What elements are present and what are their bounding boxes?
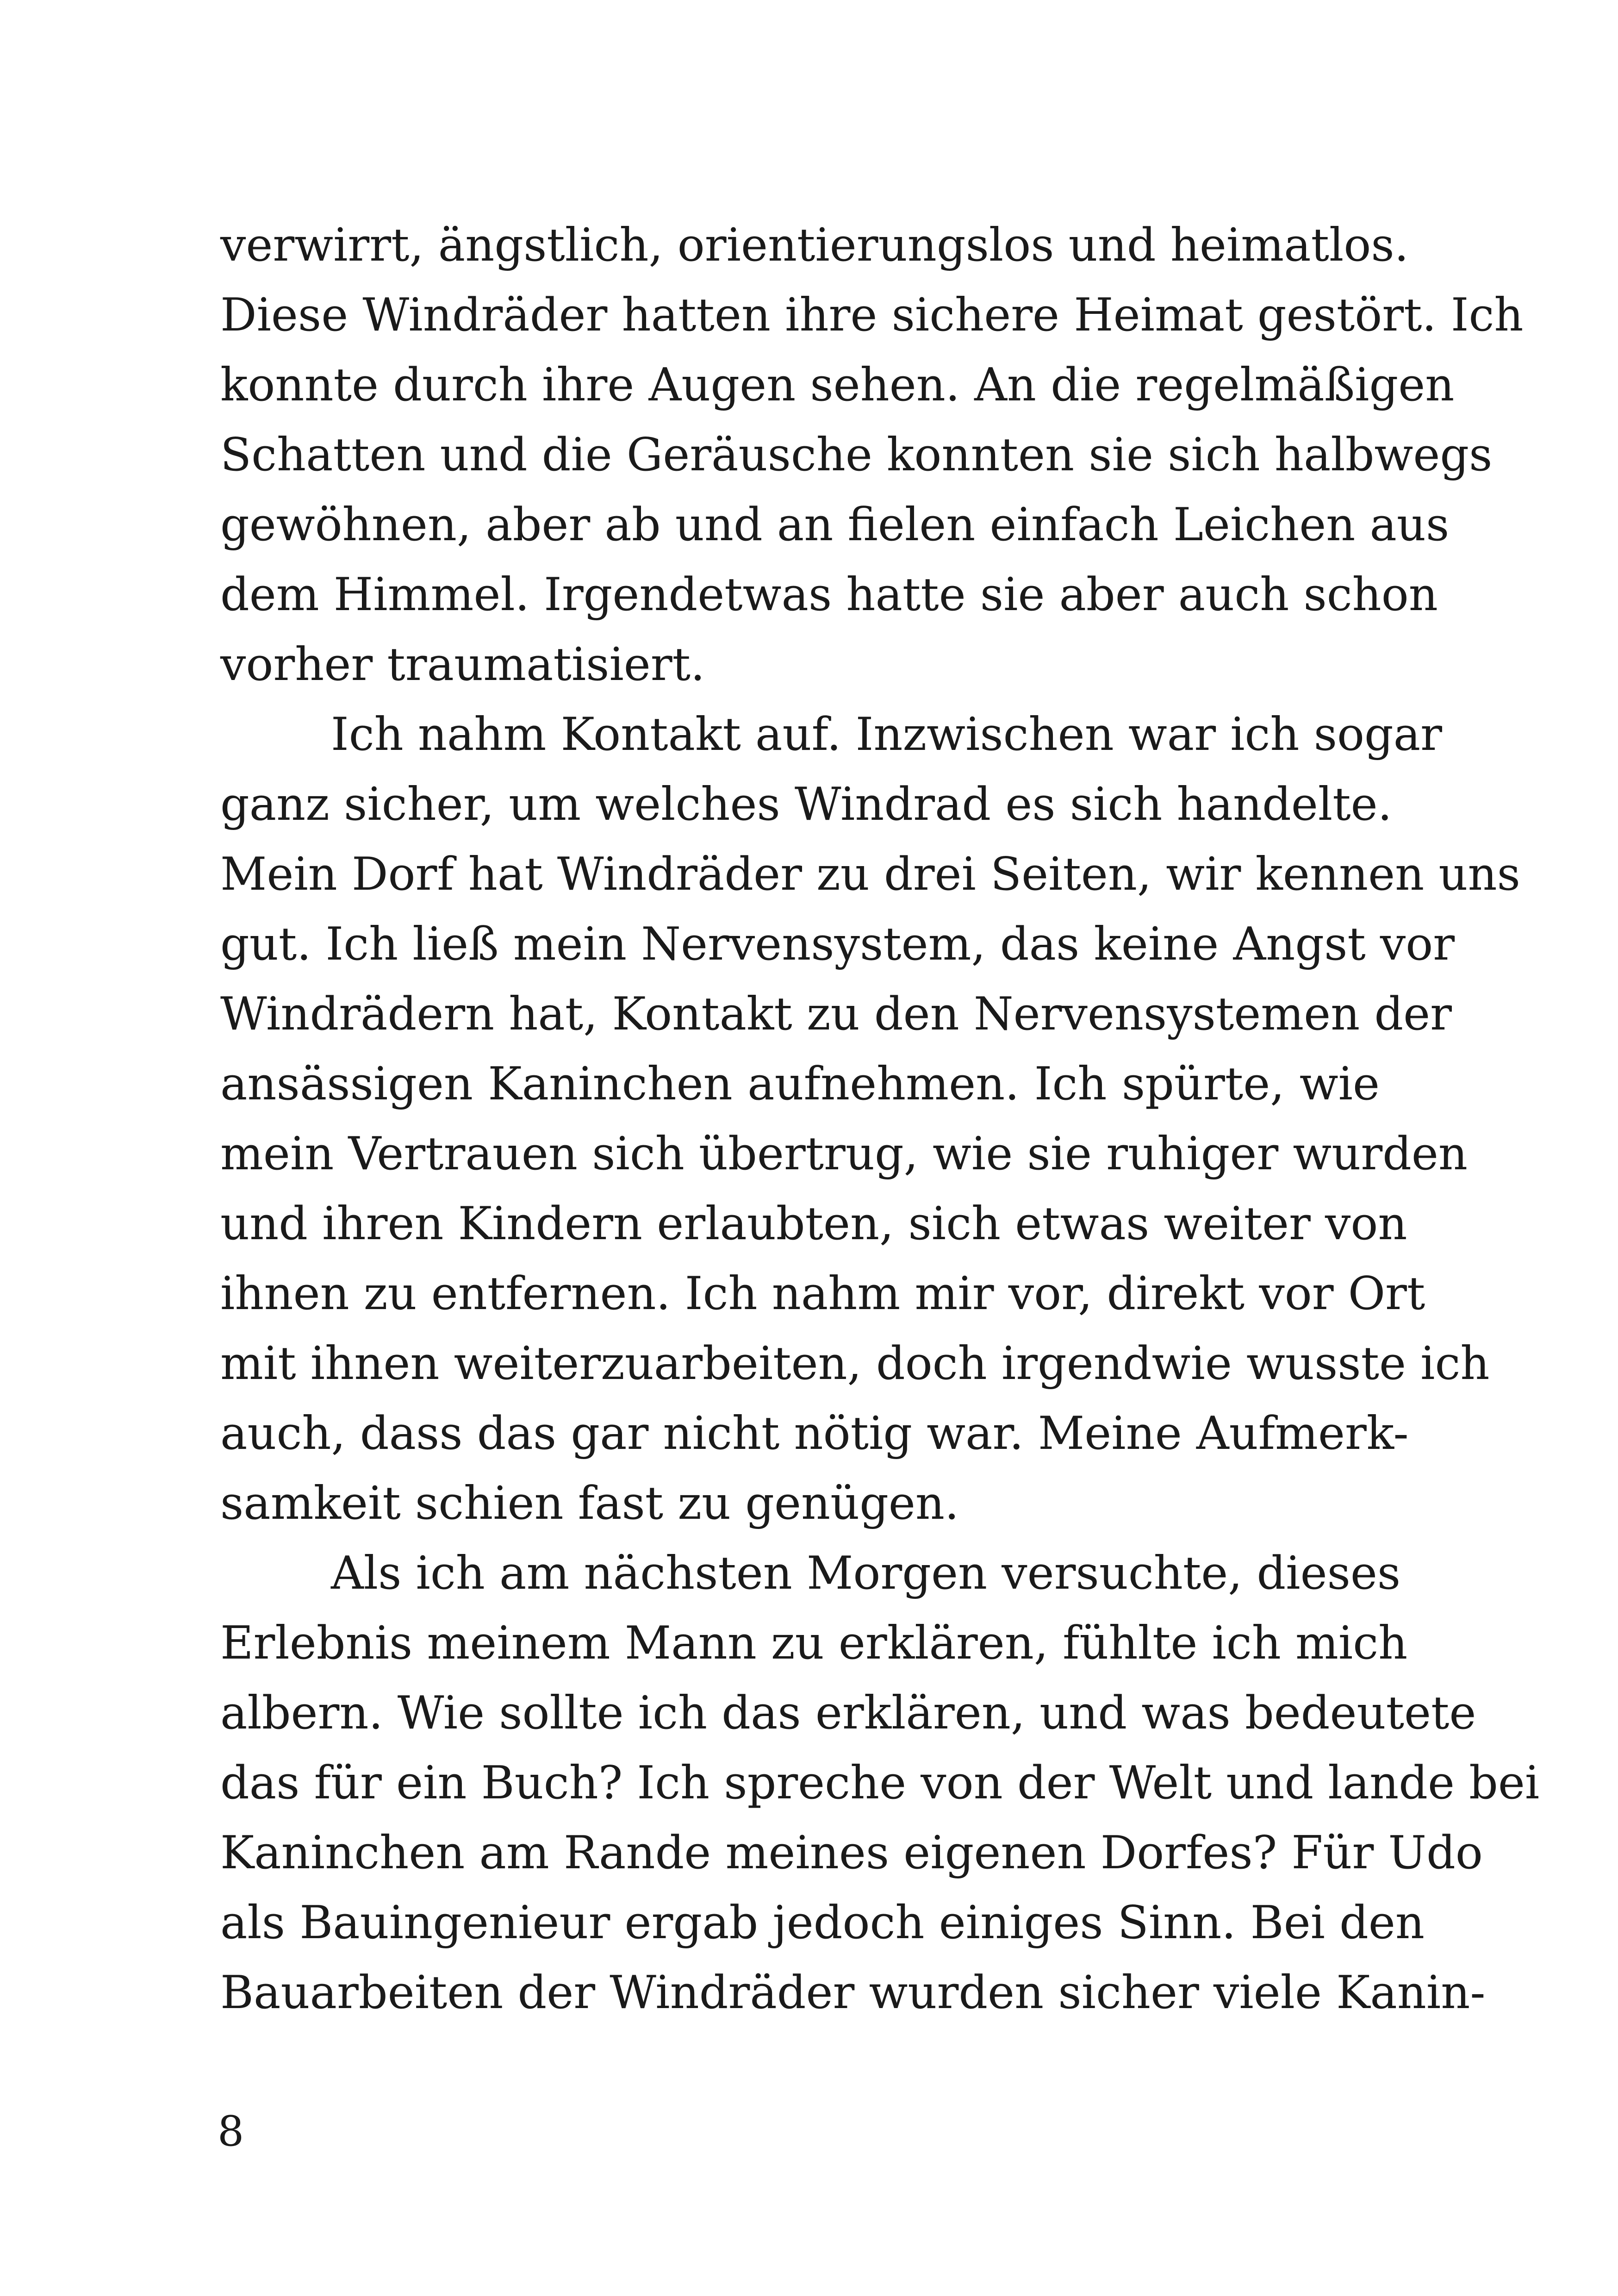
text-line: das für ein Buch? Ich spreche von der Welt und lande bei bbox=[220, 1757, 1540, 1809]
text-line: als Bauingenieur ergab jedoch einiges Sinn. Bei den bbox=[220, 1897, 1425, 1949]
text-line: mein Vertrauen sich übertrug, wie sie ruhiger wurden bbox=[220, 1128, 1468, 1180]
text-line: Mein Dorf hat Windräder zu drei Seiten, wir kennen uns bbox=[220, 848, 1520, 901]
text-line: verwirrt, ängstlich, orientierungslos und heimatlos. bbox=[220, 219, 1409, 272]
text-line: Windrädern hat, Kontakt zu den Nervensystemen der bbox=[220, 988, 1452, 1041]
text-line: konnte durch ihre Augen sehen. An die regelmäßigen bbox=[220, 359, 1455, 412]
text-line: ihnen zu entfernen. Ich nahm mir vor, direkt vor Ort bbox=[220, 1267, 1425, 1320]
text-line: Als ich am nächsten Morgen versuchte, dieses bbox=[331, 1547, 1401, 1600]
text-line: Ich nahm Kontakt auf. Inzwischen war ich sogar bbox=[331, 708, 1442, 761]
text-line: auch, dass das gar nicht nötig war. Meine Aufmerk- bbox=[220, 1407, 1409, 1460]
text-line: ansässigen Kaninchen aufnehmen. Ich spürte, wie bbox=[220, 1058, 1380, 1111]
text-line: gut. Ich ließ mein Nervensystem, das keine Angst vor bbox=[220, 918, 1455, 971]
text-line: ganz sicher, um welches Windrad es sich handelte. bbox=[220, 778, 1392, 831]
text-line: albern. Wie sollte ich das erklären, und was bedeutete bbox=[220, 1687, 1476, 1740]
text-line: Erlebnis meinem Mann zu erklären, fühlte ich mich bbox=[220, 1617, 1408, 1670]
page-number: 8 bbox=[218, 2107, 244, 2156]
text-line: vorher traumatisiert. bbox=[220, 638, 705, 691]
text-line: und ihren Kindern erlaubten, sich etwas weiter von bbox=[220, 1198, 1407, 1250]
text-line: mit ihnen weiterzuarbeiten, doch irgendwie wusste ich bbox=[220, 1337, 1490, 1390]
text-line: Bauarbeiten der Windräder wurden sicher viele Kanin- bbox=[220, 1966, 1486, 2019]
text-line: gewöhnen, aber ab und an fielen einfach Leichen aus bbox=[220, 499, 1450, 551]
text-line: Kaninchen am Rande meines eigenen Dorfes? Für Udo bbox=[220, 1827, 1483, 1879]
text-line: Diese Windräder hatten ihre sichere Heimat gestört. Ich bbox=[220, 289, 1524, 342]
body-text bbox=[220, 211, 1540, 2028]
text-line: samkeit schien fast zu genügen. bbox=[220, 1477, 959, 1530]
text-line: dem Himmel. Irgendetwas hatte sie aber auch schon bbox=[220, 568, 1438, 621]
text-line: Schatten und die Geräusche konnten sie sich halbwegs bbox=[220, 429, 1493, 481]
